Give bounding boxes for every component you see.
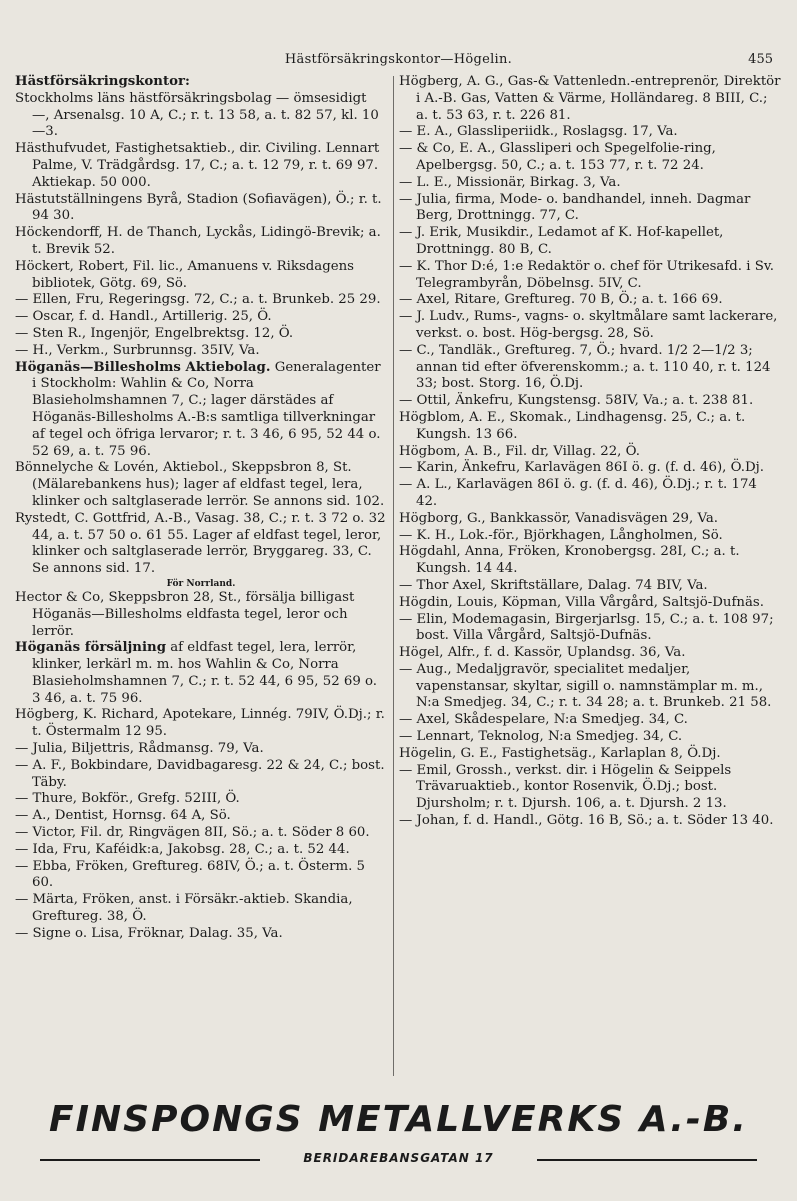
directory-entry: — Ottil, Änkefru, Kungstensg. 58IV, Va.; a. t. 238 81. <box>399 393 754 409</box>
directory-entry: — Aug., Medaljgravör, specialitet medaljer, vapenstansar, skyltar, sigill o. namnstämplar m. m., N:a Smedjeg. 34, C.; r. t. 34 28; a. t. Brunkeb. 21 58. <box>399 661 772 711</box>
directory-entry: — Johan, f. d. Handl., Götg. 16 B, Sö.; a. t. Söder 13 40. <box>399 813 774 829</box>
directory-entry: Höganäs—Billesholms Aktiebolag. Generalagenter i Stockholm: Wahlin & Co, Norra Blasieholmshamnen 7, C.; lager därstädes af Höganäs-Billesholms A.-B:s samtliga tillverkningar af tegel och öfriga lervaror; r. t. 3 46, 6 95, 52 44 o. 52 69, a. t. 75 96. <box>15 359 381 459</box>
directory-entry: — Karin, Änkefru, Karlavägen 86I ö. g. (f. d. 46), Ö.Dj. <box>399 460 764 476</box>
directory-entry: — Julia, Biljettris, Rådmansg. 79, Va. <box>15 741 264 757</box>
directory-entry: — Victor, Fil. dr, Ringvägen 8II, Sö.; a. t. Söder 8 60. <box>15 825 370 841</box>
directory-entry: — A. F., Bokbindare, Davidbagaresg. 22 & 24, C.; bost. Täby. <box>15 757 385 790</box>
column-divider <box>393 76 394 1076</box>
directory-entry: Höganäs försäljning af eldfast tegel, lera, lerrör, klinker, lerkärl m. m. hos Wahlin & Co, Norra Blasieholmshamnen 7, C.; r. t. 52 44, 6 95, 52 69 o. 3 46, a. t. 75 96. <box>15 640 378 706</box>
directory-entry: — Ida, Fru, Kaféidk:a, Jakobsg. 28, C.; a. t. 52 44. <box>15 841 350 857</box>
directory-entry: — & Co, E. A., Glassliperi och Spegelfolie-ring, Apelbergsg. 50, C.; a. t. 153 77, r. t. 72 24. <box>399 141 716 173</box>
directory-entry: — K. H., Lok.-för., Björkhagen, Långholmen, Sö. <box>399 527 723 543</box>
right-column <box>399 74 781 830</box>
directory-entry: — Elin, Modemagasin, Birgerjarlsg. 15, C.; a. t. 108 97; bost. Villa Vårgård, Saltsjö-Dufnäs. <box>399 611 774 644</box>
directory-entry: Bönnelyche & Lovén, Aktiebol., Skeppsbron 8, St. (Mälarebankens hus); lager af eldfast tegel, lera, klinker och saltglaserade lerrör. Se annons sid. 102. <box>15 460 385 509</box>
directory-entry: — Axel, Skådespelare, N:a Smedjeg. 34, C. <box>399 712 688 728</box>
entry-heading: Höganäs—Billesholms Aktiebolag. <box>15 359 271 375</box>
directory-entry: — Thor Axel, Skriftställare, Dalag. 74 BIV, Va. <box>399 577 708 593</box>
advertisement <box>0 1085 797 1165</box>
directory-entry: Högel, Alfr., f. d. Kassör, Uplandsg. 36, Va. <box>399 645 686 661</box>
directory-entry: — Julia, firma, Mode- o. bandhandel, inneh. Dagmar Berg, Drottningg. 77, C. <box>399 191 751 224</box>
directory-entry: Hästutställningens Byrå, Stadion (Sofiavägen), Ö.; r. t. 94 30. <box>15 191 382 224</box>
directory-entry: Stockholms läns hästförsäkringsbolag — ömsesidigt —, Arsenalsg. 10 A, C.; r. t. 13 58, a. t. 82 57, kl. 10—3. <box>15 90 379 140</box>
page-number: 455 <box>748 52 773 67</box>
directory-entry: — A., Dentist, Hornsg. 64 A, Sö. <box>15 808 231 824</box>
directory-entry: Högberg, K. Richard, Apotekare, Linnég. 79IV, Ö.Dj.; r. t. Östermalm 12 95. <box>15 707 385 740</box>
directory-entry: Högbom, A. B., Fil. dr, Villag. 22, Ö. <box>399 443 640 459</box>
directory-entry: — Oscar, f. d. Handl., Artillerig. 25, Ö. <box>15 309 272 325</box>
directory-entry: Högdin, Louis, Köpman, Villa Vårgård, Saltsjö-Dufnäs. <box>399 594 764 610</box>
advertisement-rule-right <box>537 1159 757 1161</box>
directory-entry: — Lennart, Teknolog, N:a Smedjeg. 34, C. <box>399 729 683 745</box>
directory-entry: — E. A., Glassliperiidk., Roslagsg. 17, Va. <box>399 124 678 140</box>
directory-entry: Hästförsäkringskontor: <box>15 74 190 89</box>
left-column <box>15 74 387 943</box>
directory-entry: — H., Verkm., Surbrunnsg. 35IV, Va. <box>15 342 260 358</box>
directory-entry: — Märta, Fröken, anst. i Försäkr.-aktieb. Skandia, Greftureg. 38, Ö. <box>15 892 353 925</box>
advertisement-address: BERIDAREBANSGATAN 17 <box>303 1151 494 1165</box>
running-title: Hästförsäkringskontor—Högelin. <box>284 52 513 67</box>
directory-entry: — L. E., Missionär, Birkag. 3, Va. <box>399 174 621 190</box>
directory-entry: — K. Thor D:é, 1:e Redaktör o. chef för Utrikesafd. i Sv. Telegrambyrån, Döbelnsg. 5IV, C. <box>399 258 774 291</box>
directory-entry: Höckendorff, H. de Thanch, Lyckås, Lidingö-Brevik; a. t. Brevik 52. <box>15 225 381 257</box>
directory-entry: Högdahl, Anna, Fröken, Kronobergsg. 28I, C.; a. t. Kungsh. 14 44. <box>399 544 740 577</box>
directory-entry: Högelin, G. E., Fastighetsäg., Karlaplan 8, Ö.Dj. <box>399 745 721 761</box>
directory-entry: Hästhufvudet, Fastighetsaktieb., dir. Civiling. Lennart Palme, V. Trädgårdsg. 17, C.; a. t. 12 79, r. t. 69 97. Aktiekap. 50 000. <box>15 141 380 190</box>
directory-entry: — Signe o. Lisa, Fröknar, Dalag. 35, Va. <box>15 925 283 941</box>
directory-entry: — J. Ludv., Rums-, vagns- o. skyltmålare samt lackerare, verkst. o. bost. Hög-bergsg. 28, Sö. <box>399 309 778 341</box>
directory-entry: Höckert, Robert, Fil. lic., Amanuens v. Riksdagens bibliotek, Götg. 69, Sö. <box>15 258 354 291</box>
directory-entry: — Emil, Grossh., verkst. dir. i Högelin & Seippels Trävaruaktieb., kontor Rosenvik, Ö.Dj.; bost. Djursholm; r. t. Djursh. 106, a. t. Djursh. 2 13. <box>399 762 732 812</box>
directory-entry: Högblom, A. E., Skomak., Lindhagensg. 25, C.; a. t. Kungsh. 13 66. <box>399 409 746 442</box>
entry-heading: Höganäs försäljning <box>15 640 166 656</box>
directory-entry: — Axel, Ritare, Greftureg. 70 B, Ö.; a. t. 166 69. <box>399 292 723 308</box>
directory-entry: — Ellen, Fru, Regeringsg. 72, C.; a. t. Brunkeb. 25 29. <box>15 292 381 308</box>
directory-entry: — Sten R., Ingenjör, Engelbrektsg. 12, Ö. <box>15 325 294 341</box>
directory-entry: Hector & Co, Skeppsbron 28, St., försälja billigast Höganäs—Billesholms eldfasta tegel, leror och lerrör. <box>15 589 355 639</box>
directory-entry: — J. Erik, Musikdir., Ledamot af K. Hof-kapellet, Drottningg. 80 B, C. <box>399 225 724 257</box>
directory-entry: Högberg, A. G., Gas-& Vattenledn.-entreprenör, Direktör i A.-B. Gas, Vatten & Värme, Holländareg. 8 BIII, C.; a. t. 53 63, r. t. 226 81. <box>399 74 781 123</box>
directory-entry: Högborg, G., Bankkassör, Vanadisvägen 29, Va. <box>399 510 718 526</box>
advertisement-title: FINSPONGS METALLVERKS A.-B. <box>49 1099 748 1140</box>
directory-entry: — Ebba, Fröken, Greftureg. 68IV, Ö.; a. t. Österm. 5 60. <box>15 858 365 891</box>
directory-entry: Rystedt, C. Gottfrid, A.-B., Vasag. 38, C.; r. t. 3 72 o. 32 44, a. t. 57 50 o. 61 55. Lager af eldfast tegel, leror, klinker och saltglaserade lerrör, Bryggareg. 33, C. Se annons sid. 17. <box>15 510 386 577</box>
section-heading: För Norrland. <box>166 578 236 589</box>
directory-entry: — C., Tandläk., Greftureg. 7, Ö.; hvard. 1/2 2—1/2 3; annan tid efter öfverenskomm.; a. t. 110 40, r. t. 124 33; bost. Storg. 16, Ö.Dj. <box>399 342 771 392</box>
directory-entry: — A. L., Karlavägen 86I ö. g. (f. d. 46), Ö.Dj.; r. t. 174 42. <box>399 477 757 509</box>
directory-entry: — Thure, Bokför., Grefg. 52III, Ö. <box>15 791 240 807</box>
running-head <box>0 52 797 72</box>
